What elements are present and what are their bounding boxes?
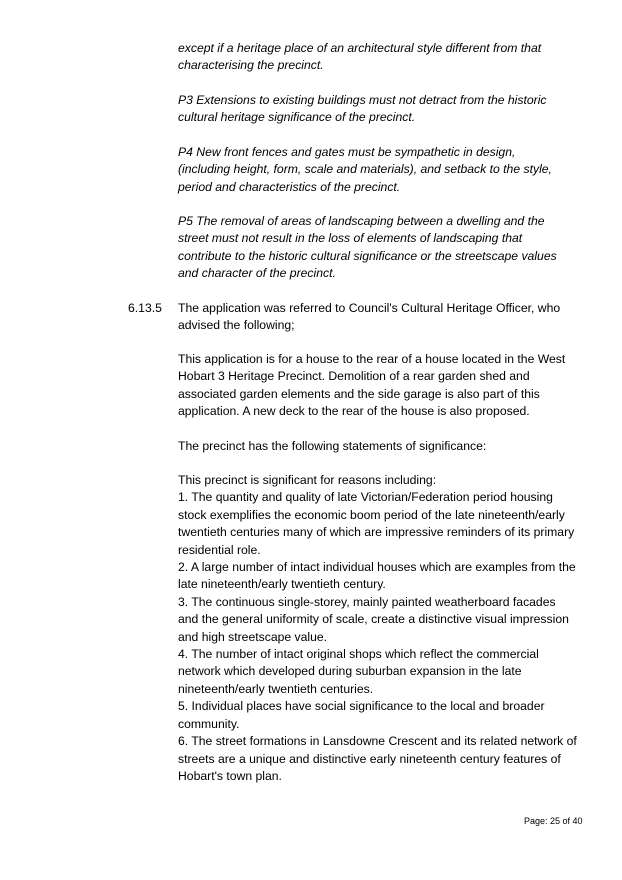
text-line: advised the following; [178, 318, 295, 333]
text-line: stock exemplifies the economic boom period of the late nineteenth/early [178, 507, 565, 522]
text-line: application. A new deck to the rear of the house is also proposed. [178, 404, 530, 419]
text-line: and character of the precinct. [178, 266, 336, 281]
text-line: nineteenth/early twentieth centuries. [178, 681, 374, 696]
text-line: residential role. [178, 542, 261, 557]
text-line: and high streetscape value. [178, 629, 328, 644]
text-line: contribute to the historic cultural significance or the streetscape values [178, 248, 557, 263]
page-number: Page: 25 of 40 [524, 816, 583, 826]
policy-p5 [178, 213, 588, 283]
text-line: community. [178, 716, 240, 731]
list-item: 3. The continuous single-storey, mainly painted weatherboard facades [178, 594, 556, 609]
text-line: This precinct is significant for reasons including: [178, 473, 437, 487]
text-line: The precinct has the following statements of significance: [178, 439, 487, 453]
text-line: P3 Extensions to existing buildings must not detract from the historic [178, 93, 547, 107]
text-line: associated garden elements and the side garage is also part of this [178, 386, 540, 401]
text-line: Hobart 3 Heritage Precinct. Demolition of a rear garden shed and [178, 369, 530, 384]
text-line: This application is for a house to the rear of a house located in the West [178, 352, 566, 366]
text-line: twentieth centuries many of which are impressive reminders of its primary [178, 525, 575, 540]
text-line: P4 New front fences and gates must be sympathetic in design, [178, 145, 516, 159]
list-item: 4. The number of intact original shops which reflect the commercial [178, 647, 539, 662]
text-line: period and characteristics of the precinct. [178, 179, 401, 194]
text-line: P5 The removal of areas of landscaping between a dwelling and the [178, 214, 545, 228]
policy-p3 [178, 92, 588, 127]
list-item: 6. The street formations in Lansdowne Crescent and its related network of [178, 734, 577, 749]
list-item: 2. A large number of intact individual houses which are examples from the [178, 560, 576, 575]
policy-p2-continued [178, 40, 588, 75]
section-number: 6.13.5 [128, 301, 162, 315]
text-line: (including height, form, scale and materials), and setback to the style, [178, 162, 552, 177]
heritage-paragraph-2 [178, 438, 588, 455]
section-intro [178, 300, 588, 335]
text-line: except if a heritage place of an architectural style different from that [178, 41, 542, 55]
list-item: 1. The quantity and quality of late Victorian/Federation period housing [178, 490, 553, 505]
text-line: cultural heritage significance of the precinct. [178, 110, 416, 125]
text-line: Hobart's town plan. [178, 768, 282, 783]
text-line: network which developed during suburban expansion in the late [178, 664, 522, 679]
text-line: streets are a unique and distinctive early nineteenth century features of [178, 751, 561, 766]
text-line: The application was referred to Council's Cultural Heritage Officer, who [178, 301, 561, 315]
text-line: characterising the precinct. [178, 58, 324, 73]
policy-p4 [178, 144, 588, 196]
text-line: late nineteenth/early twentieth century. [178, 577, 386, 592]
text-line: and the general uniformity of scale, create a distinctive visual impression [178, 612, 569, 627]
list-item: 5. Individual places have social significance to the local and broader [178, 699, 545, 714]
heritage-paragraph-1 [178, 351, 588, 421]
significance-list [178, 472, 588, 785]
text-line: street must not result in the loss of elements of landscaping that [178, 231, 523, 246]
